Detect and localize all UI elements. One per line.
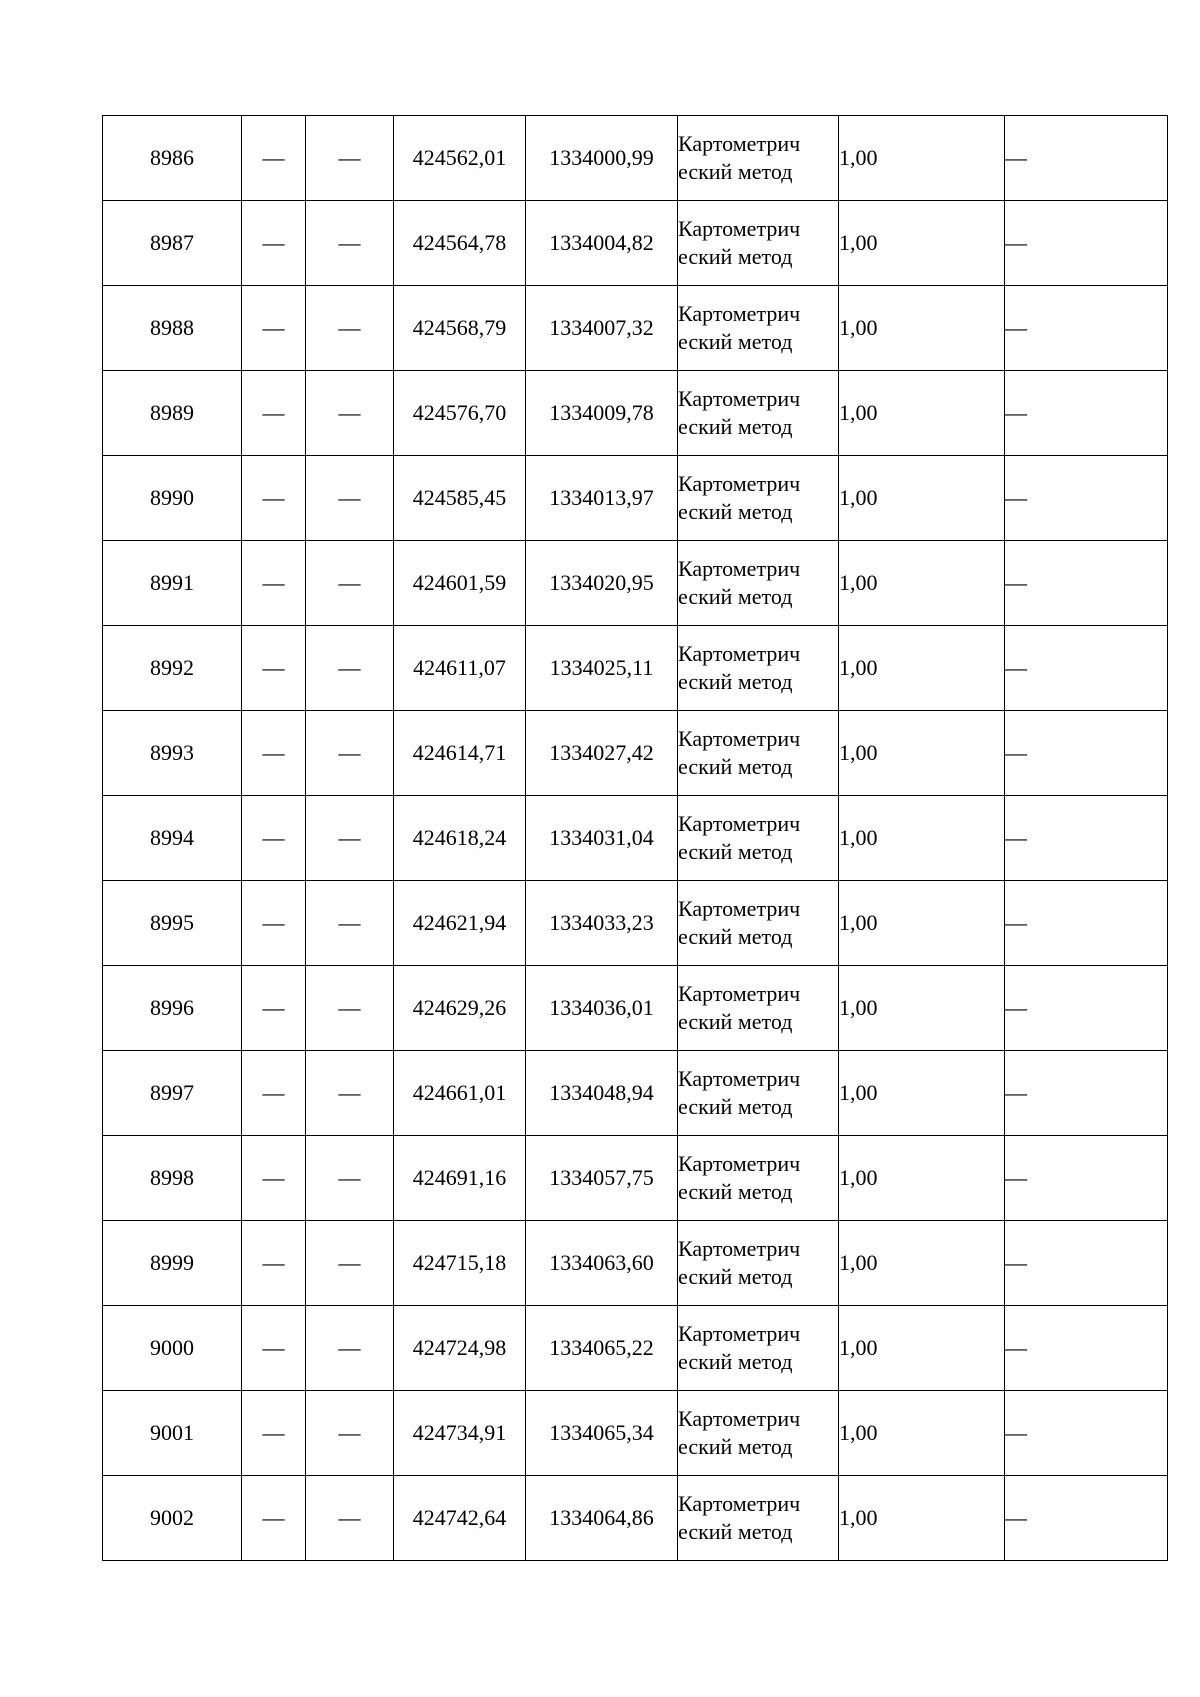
dash-cell: — (242, 711, 306, 796)
accuracy-cell: 1,00 (839, 371, 1005, 456)
dash-cell: — (242, 626, 306, 711)
coordinate-x-cell: 424724,98 (394, 1306, 526, 1391)
dash-cell: — (1005, 626, 1168, 711)
coordinate-y-cell: 1334065,34 (526, 1391, 678, 1476)
table-body (103, 116, 1168, 1561)
dash-cell: — (242, 456, 306, 541)
coordinate-y-cell: 1334031,04 (526, 796, 678, 881)
dash-cell: — (1005, 286, 1168, 371)
table-row (103, 796, 1168, 881)
method-text: Картометрический метод (678, 1491, 801, 1544)
method-cell (678, 371, 839, 456)
method-text: Картометрический метод (678, 1321, 801, 1374)
method-cell (678, 116, 839, 201)
point-number-cell: 8990 (103, 456, 242, 541)
coordinate-x-cell: 424611,07 (394, 626, 526, 711)
dash-cell: — (306, 1051, 394, 1136)
method-text: Картометрический метод (678, 301, 801, 354)
method-text: Картометрический метод (678, 131, 801, 184)
dash-cell: — (1005, 966, 1168, 1051)
coordinate-y-cell: 1334004,82 (526, 201, 678, 286)
coordinate-x-cell: 424618,24 (394, 796, 526, 881)
dash-cell: — (306, 116, 394, 201)
method-text: Картометрический метод (678, 641, 801, 694)
dash-cell: — (306, 456, 394, 541)
point-number-cell: 8996 (103, 966, 242, 1051)
method-cell (678, 1306, 839, 1391)
point-number-cell: 8992 (103, 626, 242, 711)
method-text: Картометрический метод (678, 726, 801, 779)
coordinate-y-cell: 1334057,75 (526, 1136, 678, 1221)
dash-cell: — (1005, 796, 1168, 881)
point-number-cell: 8993 (103, 711, 242, 796)
accuracy-cell: 1,00 (839, 1221, 1005, 1306)
coordinate-x-cell: 424734,91 (394, 1391, 526, 1476)
dash-cell: — (306, 796, 394, 881)
point-number-cell: 8997 (103, 1051, 242, 1136)
coordinate-y-cell: 1334009,78 (526, 371, 678, 456)
table-row (103, 1391, 1168, 1476)
table-row (103, 966, 1168, 1051)
method-text: Картометрический метод (678, 556, 801, 609)
table-row (103, 371, 1168, 456)
dash-cell: — (1005, 456, 1168, 541)
point-number-cell: 8991 (103, 541, 242, 626)
dash-cell: — (242, 1051, 306, 1136)
table-row (103, 711, 1168, 796)
method-cell (678, 1391, 839, 1476)
dash-cell: — (242, 796, 306, 881)
dash-cell: — (1005, 1051, 1168, 1136)
method-cell (678, 456, 839, 541)
dash-cell: — (306, 1221, 394, 1306)
dash-cell: — (1005, 1136, 1168, 1221)
accuracy-cell: 1,00 (839, 286, 1005, 371)
accuracy-cell: 1,00 (839, 1476, 1005, 1561)
method-cell (678, 966, 839, 1051)
coordinate-y-cell: 1334036,01 (526, 966, 678, 1051)
method-cell (678, 881, 839, 966)
dash-cell: — (306, 1306, 394, 1391)
dash-cell: — (306, 286, 394, 371)
method-text: Картометрический метод (678, 1151, 801, 1204)
dash-cell: — (242, 541, 306, 626)
table-row (103, 456, 1168, 541)
method-cell (678, 1221, 839, 1306)
coordinates-table (102, 115, 1168, 1561)
dash-cell: — (1005, 201, 1168, 286)
table-row (103, 116, 1168, 201)
coordinate-x-cell: 424562,01 (394, 116, 526, 201)
coordinate-y-cell: 1334063,60 (526, 1221, 678, 1306)
dash-cell: — (242, 371, 306, 456)
point-number-cell: 8995 (103, 881, 242, 966)
dash-cell: — (306, 966, 394, 1051)
method-text: Картометрический метод (678, 216, 801, 269)
dash-cell: — (242, 966, 306, 1051)
method-cell (678, 286, 839, 371)
method-cell (678, 1476, 839, 1561)
method-text: Картометрический метод (678, 811, 801, 864)
point-number-cell: 8987 (103, 201, 242, 286)
coordinate-x-cell: 424576,70 (394, 371, 526, 456)
dash-cell: — (242, 1221, 306, 1306)
coordinate-x-cell: 424691,16 (394, 1136, 526, 1221)
table-row (103, 1051, 1168, 1136)
dash-cell: — (306, 201, 394, 286)
method-cell (678, 1051, 839, 1136)
dash-cell: — (242, 116, 306, 201)
accuracy-cell: 1,00 (839, 796, 1005, 881)
point-number-cell: 9002 (103, 1476, 242, 1561)
coordinate-x-cell: 424585,45 (394, 456, 526, 541)
method-text: Картометрический метод (678, 1066, 801, 1119)
method-cell (678, 1136, 839, 1221)
table-row (103, 286, 1168, 371)
point-number-cell: 8999 (103, 1221, 242, 1306)
method-text: Картометрический метод (678, 896, 801, 949)
dash-cell: — (1005, 116, 1168, 201)
accuracy-cell: 1,00 (839, 541, 1005, 626)
accuracy-cell: 1,00 (839, 1051, 1005, 1136)
method-cell (678, 201, 839, 286)
dash-cell: — (242, 1476, 306, 1561)
dash-cell: — (1005, 371, 1168, 456)
coordinate-x-cell: 424614,71 (394, 711, 526, 796)
method-text: Картометрический метод (678, 981, 801, 1034)
table-row (103, 626, 1168, 711)
accuracy-cell: 1,00 (839, 1136, 1005, 1221)
dash-cell: — (306, 1136, 394, 1221)
coordinate-y-cell: 1334064,86 (526, 1476, 678, 1561)
accuracy-cell: 1,00 (839, 116, 1005, 201)
dash-cell: — (306, 541, 394, 626)
coordinate-x-cell: 424601,59 (394, 541, 526, 626)
dash-cell: — (242, 1306, 306, 1391)
accuracy-cell: 1,00 (839, 456, 1005, 541)
coordinate-y-cell: 1334033,23 (526, 881, 678, 966)
dash-cell: — (1005, 1306, 1168, 1391)
coordinate-x-cell: 424715,18 (394, 1221, 526, 1306)
coordinate-x-cell: 424568,79 (394, 286, 526, 371)
coordinate-y-cell: 1334020,95 (526, 541, 678, 626)
method-text: Картометрический метод (678, 386, 801, 439)
table-row (103, 1136, 1168, 1221)
table-row (103, 1476, 1168, 1561)
dash-cell: — (242, 1136, 306, 1221)
dash-cell: — (242, 286, 306, 371)
dash-cell: — (306, 711, 394, 796)
point-number-cell: 9001 (103, 1391, 242, 1476)
accuracy-cell: 1,00 (839, 711, 1005, 796)
method-cell (678, 541, 839, 626)
accuracy-cell: 1,00 (839, 626, 1005, 711)
accuracy-cell: 1,00 (839, 1306, 1005, 1391)
table-row (103, 1306, 1168, 1391)
method-text: Картометрический метод (678, 1236, 801, 1289)
dash-cell: — (1005, 1476, 1168, 1561)
dash-cell: — (306, 626, 394, 711)
coordinate-x-cell: 424742,64 (394, 1476, 526, 1561)
coordinate-x-cell: 424629,26 (394, 966, 526, 1051)
dash-cell: — (306, 1476, 394, 1561)
coordinate-y-cell: 1334013,97 (526, 456, 678, 541)
dash-cell: — (1005, 1391, 1168, 1476)
table-row (103, 1221, 1168, 1306)
accuracy-cell: 1,00 (839, 1391, 1005, 1476)
dash-cell: — (242, 1391, 306, 1476)
point-number-cell: 8998 (103, 1136, 242, 1221)
table-row (103, 201, 1168, 286)
coordinate-x-cell: 424564,78 (394, 201, 526, 286)
method-cell (678, 796, 839, 881)
coordinate-x-cell: 424661,01 (394, 1051, 526, 1136)
coordinate-y-cell: 1334025,11 (526, 626, 678, 711)
dash-cell: — (1005, 1221, 1168, 1306)
accuracy-cell: 1,00 (839, 881, 1005, 966)
dash-cell: — (1005, 881, 1168, 966)
table-row (103, 541, 1168, 626)
dash-cell: — (306, 371, 394, 456)
coordinate-x-cell: 424621,94 (394, 881, 526, 966)
coordinate-y-cell: 1334007,32 (526, 286, 678, 371)
dash-cell: — (242, 201, 306, 286)
method-text: Картометрический метод (678, 1406, 801, 1459)
point-number-cell: 8994 (103, 796, 242, 881)
coordinate-y-cell: 1334048,94 (526, 1051, 678, 1136)
dash-cell: — (1005, 541, 1168, 626)
point-number-cell: 8988 (103, 286, 242, 371)
coordinate-y-cell: 1334000,99 (526, 116, 678, 201)
method-cell (678, 626, 839, 711)
coordinate-y-cell: 1334027,42 (526, 711, 678, 796)
dash-cell: — (306, 881, 394, 966)
method-text: Картометрический метод (678, 471, 801, 524)
table-row (103, 881, 1168, 966)
point-number-cell: 9000 (103, 1306, 242, 1391)
coordinate-y-cell: 1334065,22 (526, 1306, 678, 1391)
accuracy-cell: 1,00 (839, 201, 1005, 286)
dash-cell: — (242, 881, 306, 966)
dash-cell: — (1005, 711, 1168, 796)
point-number-cell: 8989 (103, 371, 242, 456)
point-number-cell: 8986 (103, 116, 242, 201)
method-cell (678, 711, 839, 796)
dash-cell: — (306, 1391, 394, 1476)
accuracy-cell: 1,00 (839, 966, 1005, 1051)
